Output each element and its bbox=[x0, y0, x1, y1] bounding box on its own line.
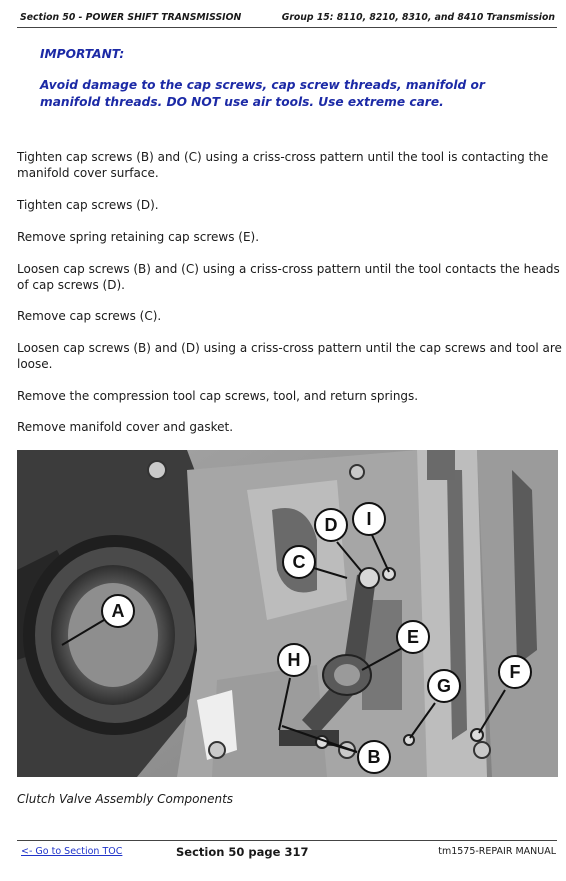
group-title: Group 15: 8110, 8210, 8310, and 8410 Transmission bbox=[281, 12, 555, 23]
svg-text:E: E bbox=[406, 627, 420, 647]
step-1: Tighten cap screws (B) and (C) using a criss-cross pattern until the tool is contacting the manifold cover surface. bbox=[17, 150, 549, 180]
callout-d bbox=[315, 509, 347, 541]
callout-e bbox=[397, 621, 429, 653]
step-8: Remove manifold cover and gasket. bbox=[17, 420, 234, 434]
svg-text:A: A bbox=[111, 601, 125, 621]
step-2: Tighten cap screws (D). bbox=[17, 198, 159, 212]
important-title: IMPORTANT: bbox=[40, 47, 125, 61]
svg-text:C: C bbox=[292, 552, 306, 572]
important-notice bbox=[40, 46, 545, 111]
footer-divider bbox=[17, 840, 557, 841]
step-3: Remove spring retaining cap screws (E). bbox=[17, 230, 260, 244]
svg-text:H: H bbox=[287, 650, 301, 670]
page-number: Section 50 page 317 bbox=[176, 845, 309, 859]
callout-h bbox=[278, 644, 310, 676]
figure-caption: Clutch Valve Assembly Components bbox=[17, 792, 234, 806]
callout-g bbox=[428, 670, 460, 702]
step-7: Remove the compression tool cap screws, tool, and return springs. bbox=[17, 389, 419, 403]
important-text: Avoid damage to the cap screws, cap screw threads, manifold or manifold threads. DO NOT use air tools. Use extreme care. bbox=[40, 78, 485, 109]
svg-text:B: B bbox=[367, 747, 381, 767]
callout-c bbox=[283, 546, 315, 578]
callout-b bbox=[358, 741, 390, 773]
svg-text:D: D bbox=[324, 515, 338, 535]
svg-text:F: F bbox=[509, 662, 521, 682]
page-header bbox=[17, 9, 557, 28]
section-toc-link[interactable]: <- Go to Section TOC bbox=[21, 846, 123, 857]
callout-a bbox=[102, 595, 134, 627]
section-title: Section 50 - POWER SHIFT TRANSMISSION bbox=[20, 12, 242, 23]
manual-id: tm1575-REPAIR MANUAL bbox=[438, 846, 556, 857]
clutch-valve-photo bbox=[17, 450, 558, 777]
svg-text:I: I bbox=[366, 509, 372, 529]
svg-text:G: G bbox=[436, 676, 452, 696]
callout-f bbox=[499, 656, 531, 688]
callout-i bbox=[353, 503, 385, 535]
step-6: Loosen cap screws (B) and (D) using a criss-cross pattern until the cap screws and tool are loose. bbox=[17, 341, 562, 371]
step-4: Loosen cap screws (B) and (C) using a criss-cross pattern until the tool contacts the heads of cap screws (D). bbox=[17, 262, 560, 292]
step-5: Remove cap screws (C). bbox=[17, 309, 162, 323]
